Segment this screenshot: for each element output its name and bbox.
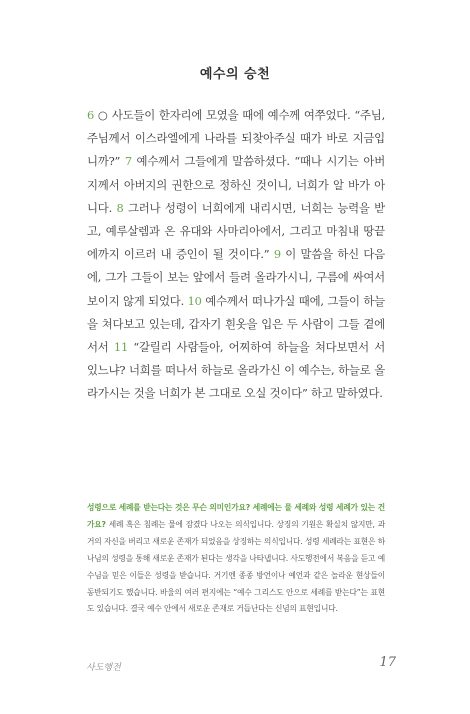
- study-note: [87, 500, 385, 618]
- note-question: 성령으로 세례를 받는다는 것은 무슨 의미인가요? 세례에는 물 세례와 성령 세례가 있는 건가요?: [87, 503, 385, 529]
- verse-number: 6: [87, 108, 95, 122]
- verse-text: “갈릴리 사람들아, 어찌하여 하늘을 쳐다보면서 서 있느냐? 너희를 떠나서 하늘로 올라가신 이 예수는, 하늘로 올라가시는 것을 너희가 본 그대로 오실 것이다” 하고 말하였다.: [87, 340, 385, 401]
- page-title: 예수의 승천: [199, 67, 271, 82]
- verse-text: 예수께서 떠나가실 때에, 그들이 하늘을 쳐다보고 있는데, 갑자기 흰옷을 입은 두 사람이 그들 곁에 서서: [87, 293, 385, 355]
- verse-text: ○ 사도들이 한자리에 모였을 때에 예수께 여쭈었다. “주님, 주님께서 이스라엘에게 나라를 되찾아주실 때가 바로 지금입니까?”: [87, 108, 385, 169]
- verse-text: 예수께서 그들에게 말씀하셨다. “때나 시기는 아버지께서 아버지의 권한으로 정하신 것이니, 너희가 알 바가 아니다.: [87, 154, 385, 215]
- running-footer-title: 사도행전: [86, 663, 121, 673]
- verse-text: 이 말씀을 하신 다음에, 그가 그들이 보는 앞에서 들려 올라가시니, 구름에 싸여서 보이지 않게 되었다.: [87, 247, 385, 308]
- verse-text: 그러나 성령이 너희에게 내리시면, 너희는 능력을 받고, 예루살렘과 온 유대와 사마리아에서, 그리고 마침내 땅끝에까지 이르러 내 증인이 될 것이다.”: [87, 200, 385, 262]
- page-number: 17: [379, 655, 396, 670]
- note-answer: 세례 혹은 침례는 물에 잠겼다 나오는 의식입니다. 상징의 기원은 확실치 않지만, 과거의 자신을 버리고 새로운 존재가 되었음을 상징하는 의식입니다. 성령 세례라는 표현은 하나님의 성령을 통해 새로운 존재가 된다는 생각을 나타냅니다. 사도행전에서 복음을 듣고 예수님을 믿은 이들은 성령을 받습니다. 거기엔 종종 방언이나 예언과 같은 놀라운 현상들이 동반되기도 했습니다. 바울의 여러 편지에는 “예수 그리스도 안으로 세례를 받는다”는 표현도 있습니다. 결국 예수 안에서 새로운 존재로 거듭난다는 신념의 표현입니다.: [87, 519, 385, 614]
- verse-number: 7: [124, 154, 132, 169]
- verse-number: 8: [116, 200, 124, 215]
- verse-number: 9: [273, 247, 281, 262]
- verse-number: 11: [113, 340, 129, 355]
- verse-number: 10: [187, 293, 202, 308]
- scripture-passage: [87, 104, 385, 406]
